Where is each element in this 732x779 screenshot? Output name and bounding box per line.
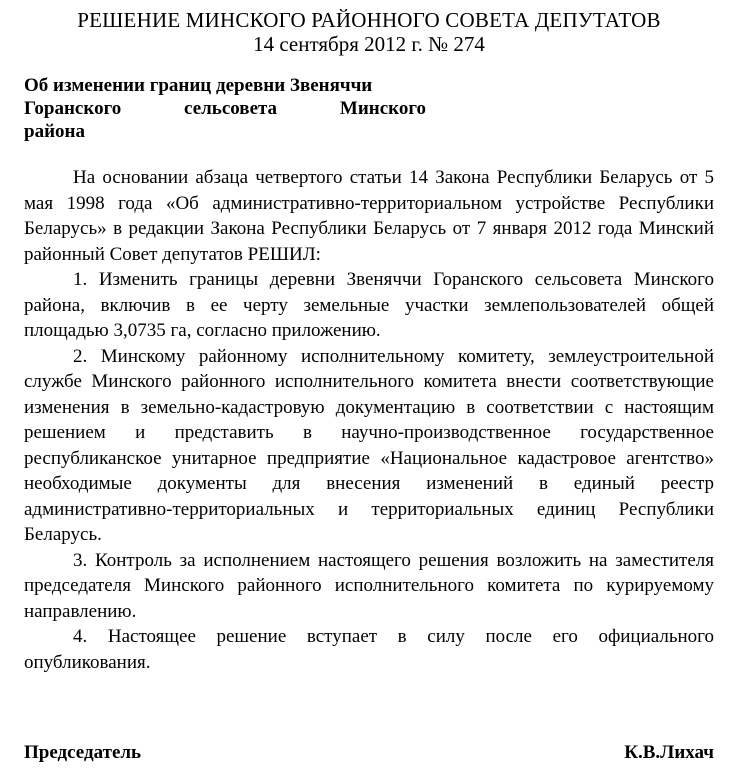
- signatory-name: К.В.Лихач: [624, 742, 714, 763]
- document-body: [24, 165, 714, 675]
- signatory-position: Председатель: [24, 742, 142, 763]
- document-title: РЕШЕНИЕ МИНСКОГО РАЙОННОГО СОВЕТА ДЕПУТАТОВ: [77, 8, 661, 32]
- item-1-paragraph: 1. Изменить границы деревни Звеняччи Горанского сельсовета Минского района, включив в ее черту земельные участки землепользователей общей площадью 3,0735 га, согласно приложению.: [24, 269, 714, 341]
- subject-line-1: Об изменении границ деревни Звеняччи: [24, 75, 373, 96]
- subject-line-2: Горанского сельсовета Минского: [24, 98, 426, 119]
- signature-block: [24, 741, 714, 765]
- preamble-paragraph: На основании абзаца четвертого статьи 14 Закона Республики Беларусь от 5 мая 1998 года «Об административно-территориальном устройстве Республики Беларусь» в редакции Закона Республики Беларусь от 7 января 2012 года Минский районный Совет депутатов РЕШИЛ:: [24, 167, 714, 265]
- item-2-paragraph: 2. Минскому районному исполнительному комитету, землеустроительной службе Минского районного исполнительного комитета внести соответствующие изменения в земельно-кадастровую документацию в соответствии с настоящим решением и представить в научно-производственное государственное республиканское унитарное предприятие «Национальное кадастровое агентство» необходимые документы для внесения изменений в единый реестр административно-территориальных и территориальных единиц Республики Беларусь.: [24, 345, 714, 545]
- document-date-number: 14 сентября 2012 г. № 274: [253, 32, 485, 56]
- document-subject: [24, 74, 426, 143]
- item-4-paragraph: 4. Настоящее решение вступает в силу после его официального опубликования.: [24, 626, 714, 673]
- item-3-paragraph: 3. Контроль за исполнением настоящего решения возложить на заместителя председателя Минского районного исполнительного комитета по курируемому направлению.: [24, 549, 714, 622]
- subject-line-3: района: [24, 121, 85, 142]
